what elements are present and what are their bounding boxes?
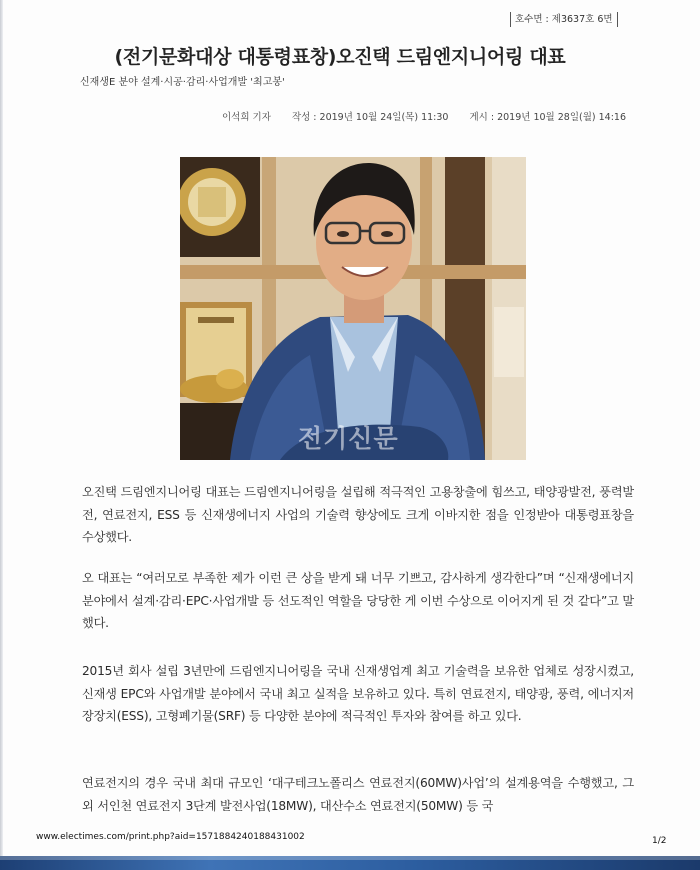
article-paragraph: 오진택 드림엔지니어링 대표는 드림엔지니어링을 설립해 적극적인 고용창출에 힘쓰고, 태양광발전, 풍력발전, 연료전지, ESS 등 신재생에너지 사업의 기술력 향상에도 크게 이바지한 점을 인정받아 대통령표창을 수상했다. bbox=[82, 485, 634, 544]
article-title: (전기문화대상 대통령표창)오진택 드림엔지니어링 대표 bbox=[114, 46, 566, 68]
posted-date: 게시 : 2019년 10월 28일(월) 14:16 bbox=[469, 112, 626, 123]
article-photo bbox=[180, 157, 526, 460]
written-date: 작성 : 2019년 10월 24일(목) 11:30 bbox=[291, 112, 449, 123]
issue-label: 호수면 : 제3637호 6면 bbox=[510, 12, 618, 27]
bar-sheen bbox=[0, 856, 700, 860]
print-url: www.electimes.com/print.php?aid=1571884240188431002 bbox=[36, 832, 305, 842]
article-paragraph: 오 대표는 “여러모로 부족한 제가 이런 큰 상을 받게 돼 너무 기쁘고, 감사하게 생각한다”며 “신재생에너지 분야에서 설계·감리·EPC·사업개발 등 선도적인 역할을 당당한 게 이번 수상으로 이어지게 된 것 같다”고 말했다. bbox=[82, 571, 634, 630]
reporter-name: 이석희 기자 bbox=[222, 112, 271, 123]
byline bbox=[0, 109, 626, 123]
scan-edge bbox=[0, 0, 3, 860]
viewer-bottom-bar bbox=[0, 856, 700, 870]
article-paragraph: 연료전지의 경우 국내 최대 규모인 ‘대구테크노폴리스 연료전지(60MW)사업’의 설계용역을 수행했고, 그 외 서인천 연료전지 3단계 발전사업(18MW), 대산수소 연료전지(50MW) 등 국 bbox=[82, 776, 634, 813]
article-subtitle: 신재생E 분야 설계·시공·감리·사업개발 '최고봉' bbox=[80, 77, 285, 88]
article-paragraph: 2015년 회사 설립 3년만에 드림엔지니어링을 국내 신재생업계 최고 기술력을 보유한 업체로 성장시켰고, 신재생 EPC와 사업개발 분야에서 국내 최고 실적을 보유하고 있다. 특히 연료전지, 태양광, 풍력, 에너지저장장치(ESS), 고형폐기물(SRF) 등 다양한 분야에 적극적인 투자와 참여를 하고 있다. bbox=[82, 664, 634, 723]
photo-watermark: 전기신문 bbox=[298, 424, 399, 453]
page-number: 1/2 bbox=[652, 836, 667, 846]
portrait-illustration bbox=[180, 157, 526, 460]
